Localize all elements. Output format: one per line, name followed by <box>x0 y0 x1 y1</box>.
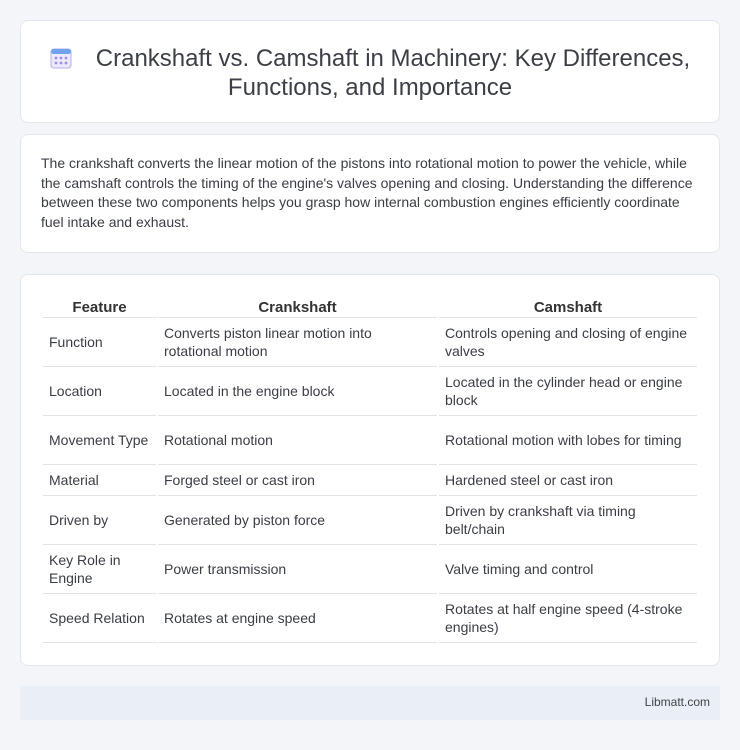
cell-feature: Location <box>43 367 156 416</box>
cell-crankshaft: Located in the engine block <box>158 367 437 416</box>
calendar-icon <box>50 47 72 69</box>
cell-crankshaft: Rotates at engine speed <box>158 594 437 643</box>
cell-camshaft: Driven by crankshaft via timing belt/chain <box>439 496 697 545</box>
cell-feature: Key Role in Engine <box>43 545 156 594</box>
table-row <box>43 545 697 594</box>
table-row <box>43 318 697 367</box>
title-card <box>20 20 720 123</box>
cell-crankshaft: Converts piston linear motion into rotational motion <box>158 318 437 367</box>
header-camshaft: Camshaft <box>439 295 697 318</box>
cell-camshaft: Hardened steel or cast iron <box>439 465 697 496</box>
cell-camshaft: Located in the cylinder head or engine block <box>439 367 697 416</box>
table-card <box>20 274 720 666</box>
intro-paragraph: The crankshaft converts the linear motion of the pistons into rotational motion to power the vehicle, while the camshaft controls the timing of the engine's valves opening and closing. Understanding the difference between these two components helps you grasp how internal combustion engines efficiently coordinate fuel intake and exhaust. <box>41 155 693 230</box>
footer-bar <box>20 686 720 720</box>
title-wrap <box>21 44 719 102</box>
header-crankshaft: Crankshaft <box>158 295 437 318</box>
footer-site-link[interactable]: Libmatt.com <box>644 695 710 709</box>
header-feature: Feature <box>43 295 156 318</box>
table-row <box>43 594 697 643</box>
page-title-text: Crankshaft vs. Camshaft in Machinery: Key Differences, Functions, and Importance <box>95 45 691 101</box>
cell-crankshaft: Rotational motion <box>158 416 437 465</box>
cell-camshaft: Valve timing and control <box>439 545 697 594</box>
cell-feature: Material <box>43 465 156 496</box>
cell-camshaft: Rotational motion with lobes for timing <box>439 416 697 465</box>
table-row <box>43 367 697 416</box>
cell-camshaft: Controls opening and closing of engine valves <box>439 318 697 367</box>
table-row <box>43 465 697 496</box>
table-header-row <box>43 295 697 318</box>
cell-feature: Movement Type <box>43 416 156 465</box>
cell-camshaft: Rotates at half engine speed (4-stroke engines) <box>439 594 697 643</box>
cell-feature: Speed Relation <box>43 594 156 643</box>
table-row <box>43 496 697 545</box>
table-row <box>43 416 697 465</box>
cell-feature: Function <box>43 318 156 367</box>
comparison-table <box>41 295 699 643</box>
cell-crankshaft: Power transmission <box>158 545 437 594</box>
cell-crankshaft: Generated by piston force <box>158 496 437 545</box>
page-title <box>45 44 695 102</box>
intro-card <box>20 134 720 253</box>
cell-feature: Driven by <box>43 496 156 545</box>
cell-crankshaft: Forged steel or cast iron <box>158 465 437 496</box>
